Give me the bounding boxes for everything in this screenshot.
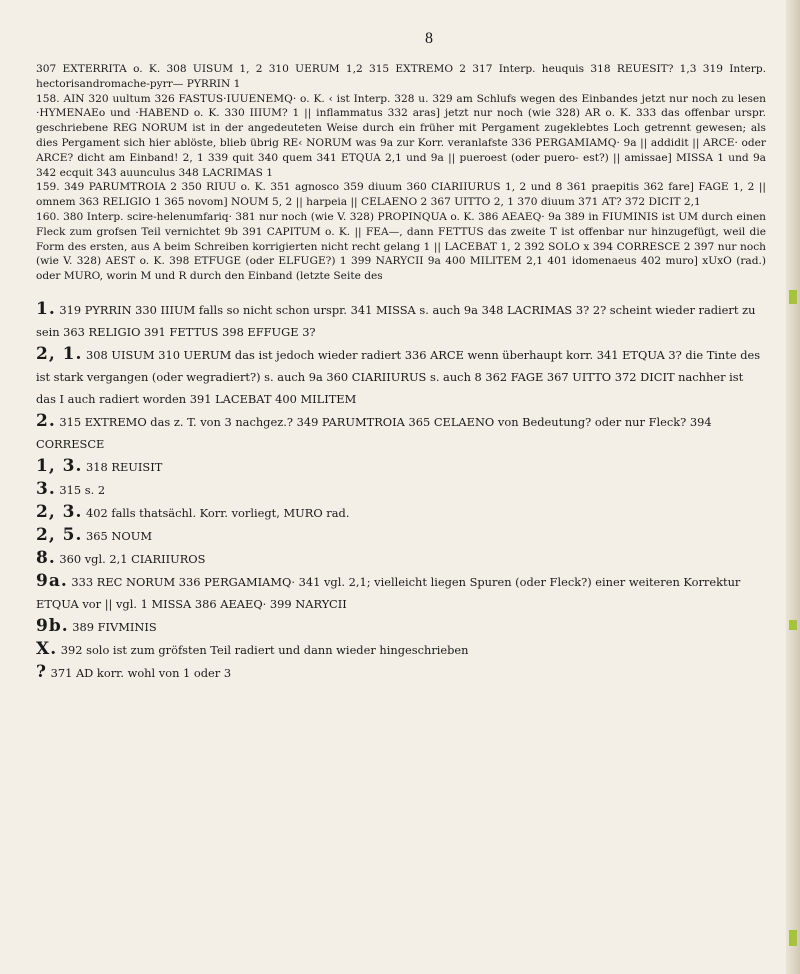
correction-hand: 2. [36, 410, 56, 431]
correction-text: 318 REUISIT [86, 459, 163, 474]
correction-entry [36, 638, 766, 661]
correction-text: 333 REC NORUM 336 PERGAMIAMQ· 341 vgl. 2,1; vielleicht liegen Spuren (oder Fleck?) einer weiteren Korrektur ETQUA vor || vgl. 1 MISSA 386 AEAEQ· 399 NARYCII [36, 574, 741, 611]
correction-entry [36, 547, 766, 570]
correction-entry [36, 455, 766, 478]
correction-text: 371 AD korr. wohl von 1 oder 3 [50, 665, 232, 680]
correction-entry [36, 615, 766, 638]
correction-text: 315 EXTREMO das z. T. von 3 nachgez.? 349 PARUMTROIA 365 CELAENO von Bedeutung? oder nur Fleck? 394 CORRESCE [36, 414, 712, 451]
correction-text: 365 NOUM [86, 528, 152, 543]
correction-entry [36, 298, 766, 343]
correction-entry [36, 661, 766, 684]
correction-entry [36, 478, 766, 501]
correction-hand: 1, 3. [36, 455, 83, 476]
edge-color-mark [789, 930, 797, 946]
apparatus-text [36, 62, 766, 684]
correction-entry [36, 570, 766, 615]
correction-entry [36, 501, 766, 524]
edge-color-mark [789, 620, 797, 630]
book-edge [786, 0, 800, 974]
correction-hand: 9a. [36, 570, 68, 591]
edge-color-mark [789, 290, 797, 304]
correction-text: 402 falls thatsächl. Korr. vorliegt, MURO rad. [86, 505, 350, 520]
correction-hand: 1. [36, 298, 56, 319]
correction-hand: 3. [36, 478, 56, 499]
correction-text: 315 s. 2 [59, 482, 106, 497]
paragraph: 159. 349 PARUMTROIA 2 350 RIUU o. K. 351 agnosco 359 diuum 360 CIARIIURUS 1, 2 und 8 361 praepitis 362 fare] FAGE 1, 2 || omnem 363 RELIGIO 1 365 novom] NOUM 5, 2 || harpeia || CELAENO 2 367 UITTO 2, 1 370 diuum 371 AT? 372 DICIT 2,1 [36, 181, 766, 209]
correction-hand: 2, 5. [36, 524, 83, 545]
paragraph: 160. 380 Interp. scire-helenumfariq· 381 nur noch (wie V. 328) PROPINQUA o. K. 386 AEAEQ· 9a 389 in FIUMINIS ist UM durch einen Fleck zum grofsen Teil vernichtet 9b 391 CAPITUM o. K. || FEA—, dann FETTUS das zweite T ist offenbar nur hinzugefügt, weil die Form des ersten, aus A beim Schreiben korrigierten nicht recht gelang 1 || LACEBAT 1, 2 392 SOLO x 394 CORRESCE 2 397 nur noch (wie V. 328) AEST o. K. 398 ETFUGE (oder ELFUGE?) 1 399 NARYCII 9a 400 MILITEM 2,1 401 idomenaeus 402 muro] xUxO (rad.) oder MURO, worin M und R durch den Einband (letzte Seite des [36, 210, 766, 283]
correction-entry [36, 524, 766, 547]
correction-hand: 9b. [36, 615, 69, 636]
correction-text: 319 PYRRIN 330 IIIUM falls so nicht schon urspr. 341 MISSA s. auch 9a 348 LACRIMAS 3? 2? scheint wieder radiert zu sein 363 RELIGIO 391 FETTUS 398 EFFUGE 3? [36, 302, 756, 339]
correction-hand: 2, 1. [36, 343, 83, 364]
correction-hand: X. [36, 638, 58, 659]
correction-entry [36, 343, 766, 410]
correction-hand: 2, 3. [36, 501, 83, 522]
page-number: 8 [425, 30, 433, 47]
correction-hand: ? [36, 661, 47, 682]
correction-entry [36, 410, 766, 455]
correction-text: 360 vgl. 2,1 CIARIIUROS [59, 551, 206, 566]
correction-hand: 8. [36, 547, 56, 568]
correction-text: 389 FIVMINIS [72, 619, 157, 634]
paragraph: 307 EXTERRITA o. K. 308 UISUM 1, 2 310 UERUM 1,2 315 EXTREMO 2 317 Interp. heuquis 318 REUESIT? 1,3 319 Interp. hectorisandromache-pyrr— PYRRIN 1 [36, 63, 766, 90]
correction-text: 392 solo ist zum gröfsten Teil radiert und dann wieder hingeschrieben [60, 642, 469, 657]
correction-text: 308 UISUM 310 UERUM das ist jedoch wieder radiert 336 ARCE wenn überhaupt korr. 341 ETQUA 3? die Tinte des ist stark vergangen (oder wegradiert?) s. auch 9a 360 CIARIIURUS s. auch 8 362 FAGE 367 UITTO 372 DICIT nachher ist das I auch radiert worden 391 LACEBAT 400 MILITEM [36, 347, 761, 406]
corrections-list [36, 298, 766, 684]
paragraph: 158. AIN 320 uultum 326 FASTUS·IUUENEMQ· o. K. ‹ ist Interp. 328 u. 329 am Schlufs wegen des Einbandes jetzt nur noch zu lesen ·HYMENAEo und ·HABEND o. K. 330 IIIUM? 1 || inflammatus 332 aras] jetzt nur noch (wie 328) AR o. K. 333 das offenbar urspr. geschriebene REG NORUM ist in der angedeuteten Weise durch ein früher mit Pergament zugeklebtes Loch getrennt gewesen; als dies Pergament sich hier ablöste, blieb übrig RE‹ NORUM was 9a zur Korr. veranlafste 336 PERGAMIAMQ· 9a || addidit || ARCE· oder ARCE? dicht am Einband! 2, 1 339 quit 340 quem 341 ETQUA 2,1 und 9a || pueroest (oder puero- est?) || amissae] MISSA 1 und 9a 342 ecquit 343 auunculus 348 LACRIMAS 1 [36, 92, 766, 179]
